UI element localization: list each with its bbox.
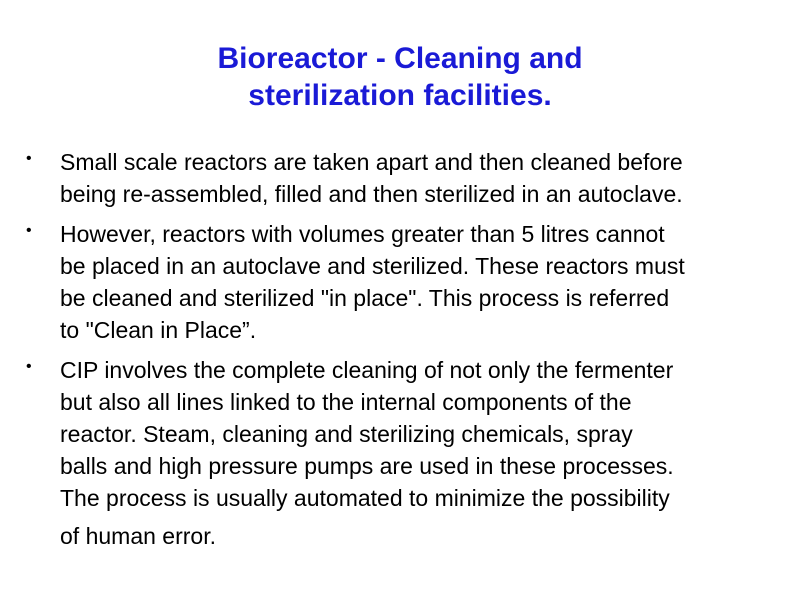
bullet-line: However, reactors with volumes greater than 5 litres cannot: [60, 221, 665, 247]
bullet-item-2: [26, 218, 796, 346]
bullet-list: [26, 146, 796, 552]
slide-title-line-1: Bioreactor - Cleaning and: [217, 42, 583, 75]
bullet-marker: •: [26, 358, 32, 375]
bullet-line: be placed in an autoclave and sterilized. These reactors must: [60, 253, 685, 279]
bullet-line: of human error.: [60, 523, 216, 549]
bullet-line: be cleaned and sterilized "in place". This process is referred: [60, 285, 670, 311]
bullet-marker: •: [26, 150, 32, 167]
slide-title-line-2: sterilization facilities.: [248, 79, 552, 112]
bullet-item-1: [26, 146, 796, 210]
bullet-line: to "Clean in Place”.: [60, 317, 257, 343]
bullet-line: The process is usually automated to minimize the possibility: [60, 485, 670, 511]
bullet-marker: •: [26, 222, 32, 239]
bullet-line: balls and high pressure pumps are used in these processes.: [60, 453, 674, 479]
bullet-line: Small scale reactors are taken apart and then cleaned before: [60, 149, 683, 175]
slide-title: [180, 40, 620, 114]
bullet-line: reactor. Steam, cleaning and sterilizing chemicals, spray: [60, 421, 633, 447]
bullet-text: [60, 218, 796, 346]
bullet-line: but also all lines linked to the internal components of the: [60, 389, 632, 415]
bullet-item-3: [26, 354, 796, 552]
bullet-text: [60, 354, 796, 552]
bullet-line: CIP involves the complete cleaning of not only the fermenter: [60, 357, 674, 383]
bullet-text: [60, 146, 796, 210]
bullet-line: being re-assembled, filled and then sterilized in an autoclave.: [60, 181, 683, 207]
